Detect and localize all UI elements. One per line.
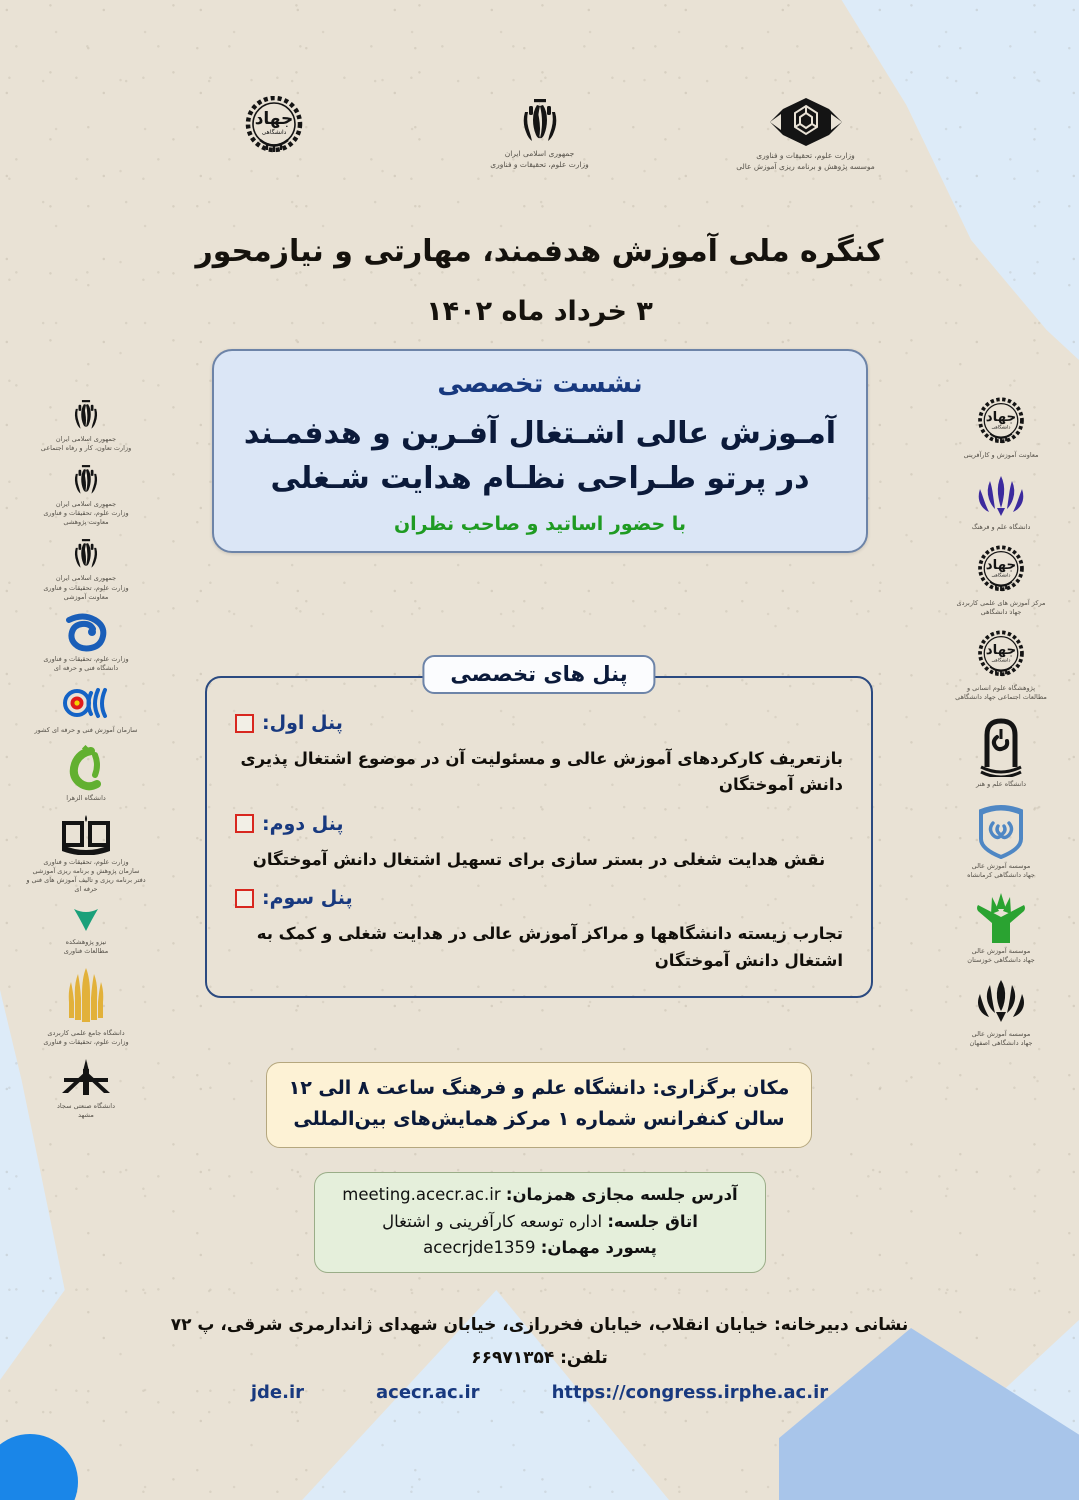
right-logo-caption: دانشگاه علم و فرهنگ: [971, 523, 1031, 532]
left-logo-msrt-research: [22, 463, 150, 527]
right-logo-caption: دانشگاه علم و هنر: [976, 779, 1026, 788]
svg-text:جهاد: جهاد: [254, 109, 293, 129]
left-logo-caption: سازمان آموزش فنی و حرفه ای کشور: [34, 725, 138, 734]
panels-section-badge: پنل های تخصصی: [422, 655, 655, 694]
session-kicker: نشست تخصصی: [437, 369, 643, 399]
right-logo-caption: پژوهشگاه علوم انسانی و مطالعات اجتماعی جهاد دانشگاهی: [955, 684, 1047, 702]
venue-line-1: مکان برگزاری: دانشگاه علم و فرهنگ ساعت ۸ الی ۱۲: [288, 1077, 790, 1099]
panel-heading: [235, 712, 843, 734]
right-logo-jahad-edu: [937, 396, 1065, 460]
top-logo-msrt: [465, 96, 615, 171]
svg-text:دانشگاهی: دانشگاهی: [991, 573, 1011, 579]
jahad-daneshgahi-icon: [970, 629, 1032, 681]
svg-text:جهاد: جهاد: [985, 558, 1017, 574]
secretariat-phone: تلفن: ۶۶۹۷۱۳۵۴: [471, 1348, 608, 1368]
panel-label: پنل اول:: [262, 712, 343, 734]
panel-heading: [235, 813, 843, 835]
session-title-line-1: آمـوزش عالی اشـتغال آفـرین و هدفمـند: [243, 416, 837, 451]
jahad-daneshgahi-icon: [237, 96, 311, 156]
secretariat-address: نشانی دبیرخانه: خیابان انقلاب، خیابان فخررازی، خیابان شهدای ژاندارمری شرقی، پ ۷۲: [170, 1315, 909, 1335]
left-logo-caption: جمهوری اسلامی ایران وزارت علوم، تحقیقات و فناوری معاونت آموزشی: [43, 574, 129, 601]
panel-label: پنل سوم:: [262, 887, 353, 910]
square-bullet-icon: [235, 714, 254, 733]
right-logo-caption: معاونت آموزش و کارآفرینی: [963, 451, 1039, 459]
science-culture-university-icon: [974, 472, 1028, 520]
left-logo-caption: نیزو پژوهشکده مطالعات فناوری: [63, 937, 109, 955]
square-bullet-icon: [235, 814, 254, 833]
technical-university-icon: [61, 612, 111, 652]
panel-label: پنل دوم:: [262, 812, 344, 835]
svg-text:جهاد: جهاد: [985, 643, 1017, 659]
session-title-line-2: در پرتو طـراحی نظـام هدایت شـغلی: [270, 461, 810, 496]
svg-text:دانشگاهی: دانشگاهی: [991, 425, 1011, 431]
hexagon-lattice-icon: [769, 96, 843, 148]
iran-emblem-icon: [517, 96, 563, 146]
nizu-leaf-icon: [69, 905, 103, 935]
khuzestan-institute-icon: [972, 892, 1030, 944]
right-logo-uast-jahad: [937, 544, 1065, 617]
panel-item: [235, 887, 843, 974]
right-logo-usc: [937, 472, 1065, 532]
left-logo-alzahra: [22, 745, 150, 803]
left-logo-nizu: [22, 905, 150, 956]
panels-section: [205, 662, 873, 998]
venue-card: [266, 1062, 812, 1148]
panel-heading: [235, 887, 843, 909]
left-logo-mcls: [22, 398, 150, 453]
meeting-password-row: [333, 1235, 747, 1262]
left-logo-caption: وزارت علوم، تحقیقات و فناوری دانشگاه فنی و حرفه ای: [43, 654, 129, 672]
right-logo-isfahan: [937, 977, 1065, 1048]
left-logo-caption: جمهوری اسلامی ایران وزارت علوم، تحقیقات و فناوری معاونت پژوهشی: [43, 500, 129, 527]
svg-text:دانشگاهی: دانشگاهی: [991, 659, 1011, 665]
meeting-room-value: اداره توسعه کارآفرینی و اشتغال: [382, 1211, 603, 1231]
iran-emblem-icon: [69, 537, 103, 571]
right-logo-caption: مرکز آموزش های علمی کاربردی جهاد دانشگاهی: [956, 599, 1046, 617]
jahad-daneshgahi-icon: [970, 544, 1032, 596]
online-meeting-card: [314, 1172, 766, 1273]
left-logo-rail: [22, 398, 150, 1120]
top-logo-jahad: [199, 96, 349, 159]
right-logo-khuzestan: [937, 892, 1065, 965]
square-bullet-icon: [235, 889, 254, 908]
meeting-password-value: acecrjde1359: [423, 1238, 536, 1258]
iran-emblem-icon: [69, 398, 103, 432]
right-logo-caption: موسسه آموزش عالی جهاد دانشگاهی اصفهان: [969, 1030, 1033, 1048]
congress-date: ۳ خرداد ماه ۱۴۰۲: [426, 296, 653, 327]
top-logo-caption: وزارت علوم، تحقیقات و فناوری موسسه پژوهش و برنامه ریزی آموزش عالی: [736, 151, 875, 171]
left-logo-oerp: [22, 813, 150, 894]
left-logo-tvu: [22, 612, 150, 673]
meeting-address-label: آدرس جلسه مجازی همزمان:: [505, 1185, 738, 1204]
meeting-password-label: پسورد مهمان:: [540, 1238, 657, 1258]
right-logo-rail: [937, 396, 1065, 1048]
kermanshah-institute-icon: [975, 801, 1027, 859]
top-logo-strip: [0, 96, 1079, 173]
golden-crown-icon: [63, 966, 109, 1026]
footer-links: [0, 1382, 1079, 1403]
left-logo-tvto: [22, 683, 150, 735]
open-book-emblem-icon: [60, 813, 112, 855]
meeting-room-label: اتاق جلسه:: [607, 1211, 698, 1231]
session-title-card: [212, 349, 868, 553]
right-logo-caption: موسسه آموزش عالی جهاد دانشگاهی خوزستان: [967, 946, 1035, 964]
jahad-daneshgahi-icon: [970, 396, 1032, 448]
left-logo-caption: دانشگاه جامع علمی کاربردی وزارت علوم، تحقیقات و فناوری: [43, 1028, 129, 1046]
right-logo-art-science: [937, 715, 1065, 789]
svg-text:جهاد: جهاد: [985, 410, 1017, 426]
iran-emblem-icon: [69, 463, 103, 497]
left-logo-uast: [22, 966, 150, 1047]
meeting-address-value[interactable]: meeting.acecr.ac.ir: [342, 1185, 501, 1204]
tvto-icon: [59, 683, 113, 723]
left-logo-caption: وزارت علوم، تحقیقات و فناوری سازمان پژوهش و برنامه ریزی آموزشی دفتر برنامه ریزی و تالیف آموزش های فنی و حرفه ای: [26, 858, 146, 894]
svg-text:دانشگاهی: دانشگاهی: [261, 129, 286, 136]
meeting-address-row: [333, 1182, 747, 1209]
panel-item: [235, 712, 843, 799]
venue-line-2: سالن کنفرانس شماره ۱ مرکز همایش‌های بین‌المللی: [293, 1108, 785, 1131]
congress-title: کنگره ملی آموزش هدفمند، مهارتی و نیازمحور: [195, 234, 884, 269]
panel-description: تجارب زیسته دانشگاهها و مراکز آموزش عالی در هدایت شغلی و کمک به اشتغال دانش آموختگان: [256, 924, 843, 970]
top-logo-caption: جمهوری اسلامی ایران وزارت علوم، تحقیقات و فناوری: [490, 149, 589, 169]
left-logo-msrt-education: [22, 537, 150, 601]
left-logo-caption: دانشگاه صنعتی سجاد مشهد: [57, 1101, 115, 1119]
footer-link-acecr[interactable]: acecr.ac.ir: [376, 1382, 480, 1403]
sajjad-university-icon: [58, 1057, 114, 1099]
panel-item: [235, 813, 843, 873]
left-logo-caption: دانشگاه الزهرا: [66, 794, 106, 803]
footer-link-congress[interactable]: https://congress.irphe.ac.ir: [551, 1382, 829, 1403]
right-logo-kermanshah: [937, 801, 1065, 880]
right-logo-ihss: [937, 629, 1065, 702]
isfahan-institute-icon: [974, 977, 1028, 1027]
panel-description: بازتعریف کارکردهای آموزش عالی و مسئولیت آن در موضوع اشتغال پذیری دانش آموختگان: [240, 749, 843, 795]
session-subtitle: با حضور اساتید و صاحب نظران: [393, 513, 687, 535]
meeting-room-row: [333, 1209, 747, 1236]
art-science-university-icon: [977, 715, 1025, 777]
alzahra-university-icon: [61, 745, 111, 791]
top-logo-irphe: [731, 96, 881, 173]
right-logo-caption: موسسه آموزش عالی جهاد دانشگاهی کرمانشاه: [967, 861, 1035, 879]
left-logo-caption: جمهوری اسلامی ایران وزارت تعاون، کار و رفاه اجتماعی: [40, 435, 132, 453]
footer-link-jde[interactable]: jde.ir: [250, 1382, 305, 1403]
panel-description: نقش هدایت شغلی در بستر سازی برای تسهیل اشتغال دانش آموختگان: [252, 849, 826, 869]
left-logo-sajjad: [22, 1057, 150, 1120]
